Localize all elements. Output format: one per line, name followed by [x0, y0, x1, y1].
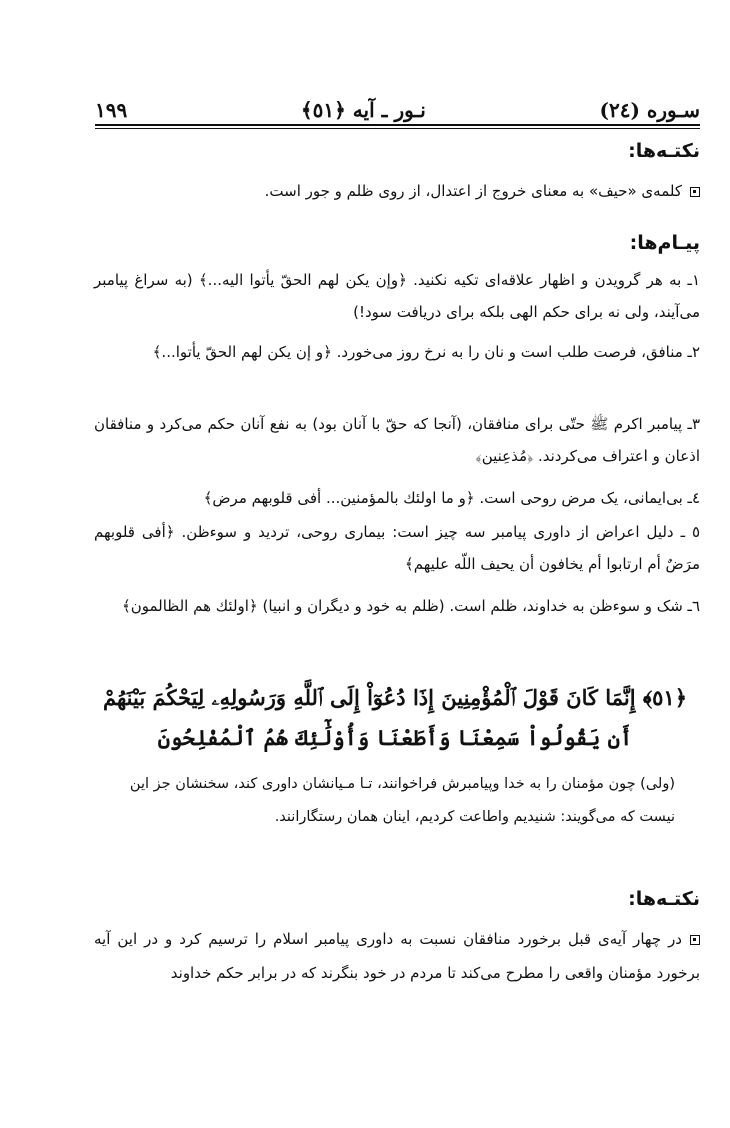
section-heading-notes: نکتـه‌ها:	[628, 140, 700, 162]
verse-title: نـور ـ آيه ﴿٥١﴾	[300, 98, 426, 122]
page-header	[95, 92, 700, 122]
page-number: ١٩٩	[95, 98, 128, 122]
list-item: ٢ـ منافق، فرصت طلب است و نان را به نرخ روز می‌خورد. ﴿و إن یکن لهم الحقّ یأتوا...﴾	[152, 343, 700, 361]
list-item: ٤ـ بی‌ایمانی، یک مرض روحی است. ﴿و ما اولئك بالمؤمنین... أفی قلوبهم مرض﴾	[203, 489, 700, 507]
surah-label: سـوره (٢٤)	[599, 98, 700, 122]
quran-verse-line-2: أَن يَقُولُواْ سَمِعْنَا وَأَطَعْنَا وَأُوْلَٰٓئِكَ هُمُ ٱلْمُفْلِحُونَ	[157, 725, 633, 750]
note-paragraph-2: در چهار آیه‌ی قبل برخورد منافقان نسبت به داوری پیامبر اسلام را ترسیم کرد و در این آیه برخورد مؤمنان واقعی را مطرح می‌کند تا مردم در خود بنگرند که در برابر حکم خداوند	[94, 930, 700, 982]
square-bullet-icon	[690, 935, 700, 945]
section-heading-notes-2: نکتـه‌ها:	[628, 888, 700, 910]
header-rule-thin	[95, 128, 700, 129]
note-paragraph: کلمه‌ی «حیف» به معنای خروج از اعتدال، از روی ظلم و جور است.	[94, 174, 700, 208]
square-bullet-icon	[690, 187, 700, 197]
verse-translation: (ولی) چون مؤمنان را به خدا وپیامبرش فراخوانند، تـا مـیانشان داوری کند، سخنشان جز این نیست که می‌گویند: شنیدیم واطاعت کردیم، اینان همان رستگارانند.	[129, 776, 675, 825]
list-item: ٥ ـ دلیل اعراض از داوری پیامبر سه چیز است: بیماری روحی، تردید و سوءظن. ﴿أفی قلوبهم مرَضٌ أم ارتابوا أم یخافون أن یحیف اللّه علیهم﴾	[94, 523, 700, 573]
section-heading-messages: پیـام‌ها:	[629, 232, 700, 254]
quran-verse-line-1: ﴿٥١﴾ إِنَّمَا كَانَ قَوْلَ ٱلْمُؤْمِنِينَ إِذَا دُعُوٓاْ إِلَى ٱللَّهِ وَرَسُولِهِۦ لِيَحْكُمَ بَيْنَهُمْ	[102, 685, 688, 710]
list-item: ١ـ به هر گرویدن و اظهار علاقه‌ای تکیه نکنید. ﴿وإن یکن لهم الحقّ یأتوا الیه...﴾ (به سراغ پیامبر می‌آیند، ولی نه برای حکم الهی بلکه برای دریافت سود!)	[94, 271, 700, 321]
list-item: ٦ـ شک و سوءظن به خداوند، ظلم است. (ظلم به خود و دیگران و انبیا) ﴿اولئك هم الظالمون﴾	[121, 597, 700, 615]
header-rule	[95, 124, 700, 126]
list-item: ٣ـ پیامبر اکرم ﷺ حتّی برای منافقان، (آنجا که حقّ با آنان بود) به نفع آنان حکم می‌کرد و منافقان اذعان و اعتراف می‌کردند. ﴿مُذعِنین﴾	[94, 415, 700, 465]
